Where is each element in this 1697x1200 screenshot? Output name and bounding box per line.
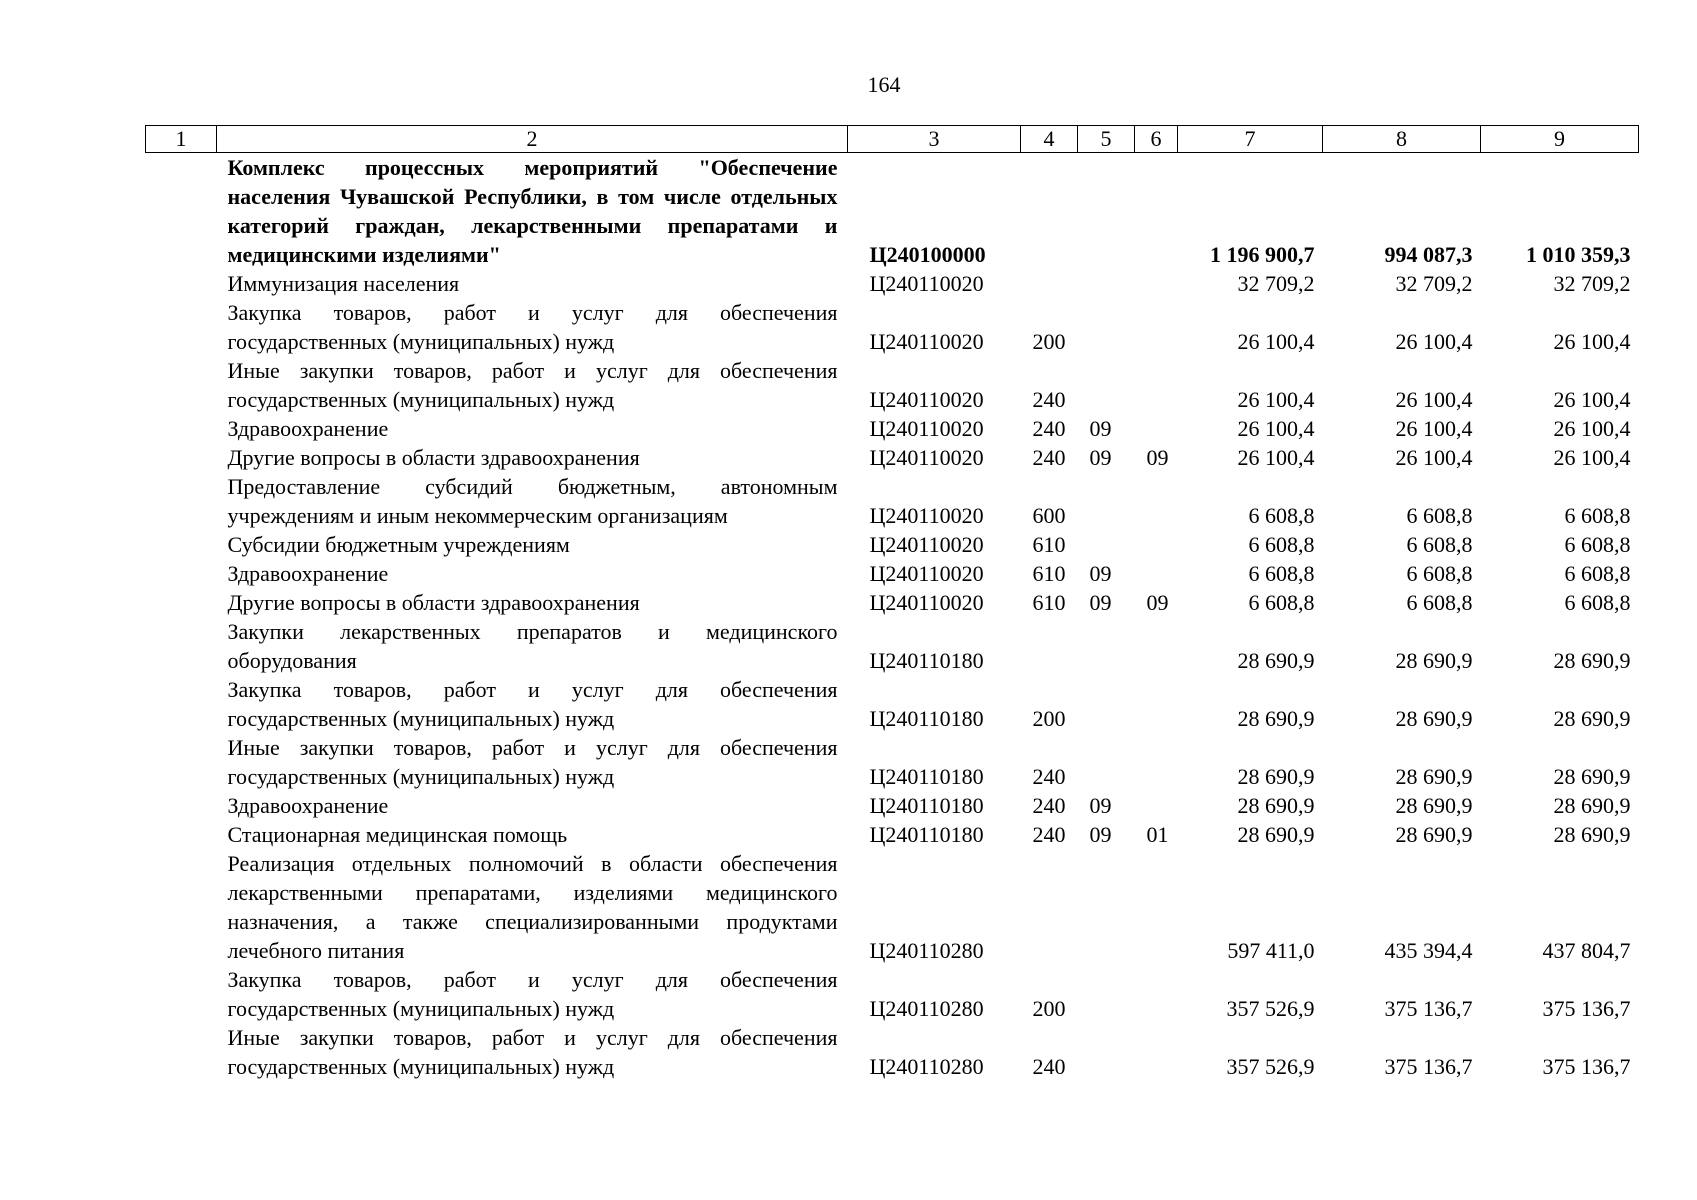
cell-name: Здравоохранение [227, 561, 389, 586]
cell-name: Иные закупки товаров, работ и услуг для обеспечения государственных (муниципальных) нужд [227, 358, 838, 412]
cell-amount-9: 28 690,9 [1553, 764, 1631, 789]
table-row [146, 617, 1639, 675]
cell-amount-7: 597 411,0 [1227, 938, 1315, 963]
cell-amount-9: 28 690,9 [1553, 793, 1631, 818]
cell-amount-8: 435 394,4 [1384, 938, 1473, 963]
cell-subsection [1135, 791, 1178, 820]
cell-subsection [1135, 269, 1178, 298]
cell-expense-type: 240 [1032, 1054, 1066, 1079]
cell-subsection [1135, 559, 1178, 588]
cell-amount-8: 6 608,8 [1406, 561, 1473, 586]
cell-amount-8: 26 100,4 [1395, 387, 1473, 412]
cell-col1 [146, 588, 217, 617]
cell-amount-8: 6 608,8 [1406, 532, 1473, 557]
cell-amount-8: 28 690,9 [1395, 822, 1473, 847]
page-number-text: 164 [867, 72, 901, 97]
cell-amount-9: 6 608,8 [1564, 590, 1631, 615]
cell-section: 09 [1089, 793, 1112, 818]
cell-name: Закупки лекарственных препаратов и медицинского оборудования [227, 619, 838, 673]
cell-amount-8: 28 690,9 [1395, 706, 1473, 731]
col-header-2: 2 [217, 126, 848, 153]
cell-amount-8: 375 136,7 [1384, 1054, 1473, 1079]
table-row [146, 675, 1639, 733]
col-header-5: 5 [1078, 126, 1135, 153]
col-header-6: 6 [1135, 126, 1178, 153]
cell-expense-type: 610 [1032, 532, 1066, 557]
cell-section: 09 [1089, 590, 1112, 615]
cell-expense-type [1021, 849, 1078, 965]
cell-expense-type: 240 [1032, 445, 1066, 470]
cell-subsection: 09 [1146, 445, 1169, 470]
cell-amount-7: 26 100,4 [1237, 329, 1315, 354]
cell-expense-type [1021, 617, 1078, 675]
cell-col1 [146, 1023, 217, 1081]
cell-target-code: Ц240110180 [869, 822, 984, 847]
cell-col1 [146, 414, 217, 443]
cell-target-code: Ц240110020 [869, 532, 984, 557]
cell-amount-8: 6 608,8 [1406, 590, 1473, 615]
cell-subsection: 01 [1146, 822, 1169, 847]
cell-name: Комплекс процессных мероприятий "Обеспечение населения Чувашской Республики, в том числе отдельных категорий граждан, лекарственными препаратами и медицинскими изделиями" [227, 155, 838, 267]
cell-amount-8: 28 690,9 [1395, 793, 1473, 818]
cell-subsection [1135, 965, 1178, 1023]
cell-amount-8: 6 608,8 [1406, 503, 1473, 528]
cell-section: 09 [1089, 822, 1112, 847]
cell-expense-type: 240 [1032, 416, 1066, 441]
cell-amount-9: 375 136,7 [1542, 996, 1631, 1021]
cell-name: Закупка товаров, работ и услуг для обеспечения государственных (муниципальных) нужд [227, 967, 838, 1021]
cell-amount-7: 26 100,4 [1237, 387, 1315, 412]
cell-amount-7: 6 608,8 [1248, 503, 1315, 528]
table-row [146, 965, 1639, 1023]
cell-amount-9: 1 010 359,3 [1526, 242, 1631, 267]
cell-amount-8: 26 100,4 [1395, 329, 1473, 354]
table-row [146, 791, 1639, 820]
table-body [146, 153, 1639, 1082]
cell-section [1078, 733, 1135, 791]
cell-target-code: Ц240110020 [869, 416, 984, 441]
cell-col1 [146, 153, 217, 270]
col-header-4: 4 [1021, 126, 1078, 153]
cell-expense-type: 240 [1032, 822, 1066, 847]
cell-expense-type: 240 [1032, 387, 1066, 412]
cell-section [1078, 153, 1135, 270]
cell-name: Стационарная медицинская помощь [227, 822, 568, 847]
cell-col1 [146, 617, 217, 675]
cell-section [1078, 356, 1135, 414]
cell-target-code: Ц240110180 [869, 793, 984, 818]
cell-amount-7: 28 690,9 [1237, 706, 1315, 731]
cell-section [1078, 617, 1135, 675]
cell-section: 09 [1089, 445, 1112, 470]
cell-name: Реализация отдельных полномочий в области обеспечения лекарственными препаратами, изделиями медицинского назначения, а также специализированными продуктами лечебного питания [227, 851, 838, 963]
cell-expense-type: 600 [1032, 503, 1066, 528]
cell-amount-9: 26 100,4 [1553, 445, 1631, 470]
cell-expense-type: 610 [1032, 590, 1066, 615]
table-row [146, 733, 1639, 791]
cell-col1 [146, 559, 217, 588]
table-row [146, 588, 1639, 617]
table-row [146, 414, 1639, 443]
col-header-9: 9 [1481, 126, 1639, 153]
cell-target-code: Ц240110020 [869, 561, 984, 586]
cell-section [1078, 269, 1135, 298]
cell-section: 09 [1089, 561, 1112, 586]
cell-section [1078, 1023, 1135, 1081]
table-row [146, 443, 1639, 472]
cell-subsection [1135, 356, 1178, 414]
cell-amount-7: 28 690,9 [1237, 764, 1315, 789]
cell-amount-9: 32 709,2 [1553, 271, 1631, 296]
cell-amount-9: 26 100,4 [1553, 387, 1631, 412]
cell-expense-type [1021, 269, 1078, 298]
cell-section [1078, 965, 1135, 1023]
cell-subsection [1135, 298, 1178, 356]
cell-amount-7: 357 526,9 [1226, 1054, 1315, 1079]
cell-subsection [1135, 1023, 1178, 1081]
table-row [146, 472, 1639, 530]
cell-name: Иные закупки товаров, работ и услуг для обеспечения государственных (муниципальных) нужд [227, 735, 838, 789]
cell-target-code: Ц240110280 [869, 1054, 984, 1079]
col-header-7: 7 [1178, 126, 1323, 153]
cell-target-code: Ц240110280 [869, 938, 984, 963]
cell-expense-type: 240 [1032, 764, 1066, 789]
cell-expense-type [1021, 153, 1078, 270]
cell-expense-type: 200 [1032, 996, 1066, 1021]
cell-subsection [1135, 733, 1178, 791]
budget-table [145, 125, 1639, 1081]
cell-amount-8: 994 087,3 [1384, 242, 1473, 267]
cell-name: Здравоохранение [227, 416, 389, 441]
cell-amount-7: 6 608,8 [1248, 532, 1315, 557]
cell-amount-8: 26 100,4 [1395, 445, 1473, 470]
cell-amount-7: 6 608,8 [1248, 561, 1315, 586]
table-row [146, 356, 1639, 414]
cell-target-code: Ц240110020 [869, 271, 984, 296]
cell-subsection [1135, 530, 1178, 559]
cell-section [1078, 675, 1135, 733]
cell-col1 [146, 849, 217, 965]
header-row [146, 126, 1639, 153]
col-header-3: 3 [848, 126, 1021, 153]
cell-target-code: Ц240110180 [869, 648, 984, 673]
cell-amount-8: 32 709,2 [1395, 271, 1473, 296]
cell-amount-9: 28 690,9 [1553, 706, 1631, 731]
cell-name: Иммунизация населения [227, 271, 460, 296]
table-row [146, 530, 1639, 559]
cell-subsection: 09 [1146, 590, 1169, 615]
cell-subsection [1135, 472, 1178, 530]
table-row [146, 1023, 1639, 1081]
cell-expense-type: 610 [1032, 561, 1066, 586]
cell-target-code: Ц240110280 [869, 996, 984, 1021]
table-row [146, 269, 1639, 298]
cell-name: Предоставление субсидий бюджетным, автономным учреждениям и иным некоммерческим организациям [227, 474, 838, 528]
cell-subsection [1135, 414, 1178, 443]
table-row [146, 559, 1639, 588]
cell-amount-9: 28 690,9 [1553, 648, 1631, 673]
cell-name: Закупка товаров, работ и услуг для обеспечения государственных (муниципальных) нужд [227, 677, 838, 731]
cell-amount-7: 1 196 900,7 [1210, 242, 1315, 267]
cell-name: Субсидии бюджетным учреждениям [227, 532, 570, 557]
cell-col1 [146, 733, 217, 791]
cell-amount-9: 28 690,9 [1553, 822, 1631, 847]
cell-col1 [146, 269, 217, 298]
cell-col1 [146, 530, 217, 559]
cell-amount-7: 6 608,8 [1248, 590, 1315, 615]
cell-amount-9: 437 804,7 [1542, 938, 1631, 963]
cell-name: Здравоохранение [227, 793, 389, 818]
cell-amount-9: 26 100,4 [1553, 416, 1631, 441]
cell-amount-9: 6 608,8 [1564, 561, 1631, 586]
cell-amount-7: 26 100,4 [1237, 416, 1315, 441]
cell-amount-8: 26 100,4 [1395, 416, 1473, 441]
cell-amount-7: 357 526,9 [1226, 996, 1315, 1021]
cell-section [1078, 298, 1135, 356]
cell-amount-7: 28 690,9 [1237, 648, 1315, 673]
cell-expense-type: 200 [1032, 706, 1066, 731]
cell-expense-type: 240 [1032, 793, 1066, 818]
cell-name: Другие вопросы в области здравоохранения [227, 445, 640, 470]
cell-section [1078, 530, 1135, 559]
cell-subsection [1135, 153, 1178, 270]
cell-amount-9: 6 608,8 [1564, 532, 1631, 557]
cell-col1 [146, 965, 217, 1023]
cell-target-code: Ц240100000 [869, 242, 986, 267]
cell-col1 [146, 675, 217, 733]
cell-subsection [1135, 675, 1178, 733]
cell-amount-9: 26 100,4 [1553, 329, 1631, 354]
col-header-1: 1 [146, 126, 217, 153]
table-row [146, 298, 1639, 356]
cell-amount-8: 28 690,9 [1395, 648, 1473, 673]
cell-target-code: Ц240110020 [869, 387, 984, 412]
cell-target-code: Ц240110020 [869, 590, 984, 615]
cell-section: 09 [1089, 416, 1112, 441]
col-header-8: 8 [1323, 126, 1481, 153]
cell-col1 [146, 472, 217, 530]
cell-col1 [146, 356, 217, 414]
cell-target-code: Ц240110020 [869, 329, 984, 354]
table-row [146, 820, 1639, 849]
cell-amount-7: 28 690,9 [1237, 822, 1315, 847]
table-row [146, 849, 1639, 965]
cell-subsection [1135, 617, 1178, 675]
cell-target-code: Ц240110180 [869, 706, 984, 731]
cell-amount-7: 26 100,4 [1237, 445, 1315, 470]
table-row [146, 153, 1639, 270]
cell-name: Иные закупки товаров, работ и услуг для обеспечения государственных (муниципальных) нужд [227, 1025, 838, 1079]
cell-amount-7: 32 709,2 [1237, 271, 1315, 296]
cell-target-code: Ц240110180 [869, 764, 984, 789]
cell-target-code: Ц240110020 [869, 503, 984, 528]
cell-col1 [146, 298, 217, 356]
cell-col1 [146, 820, 217, 849]
cell-expense-type: 200 [1032, 329, 1066, 354]
cell-col1 [146, 791, 217, 820]
cell-amount-7: 28 690,9 [1237, 793, 1315, 818]
cell-section [1078, 849, 1135, 965]
cell-name: Другие вопросы в области здравоохранения [227, 590, 640, 615]
cell-name: Закупка товаров, работ и услуг для обеспечения государственных (муниципальных) нужд [227, 300, 838, 354]
cell-amount-9: 375 136,7 [1542, 1054, 1631, 1079]
cell-amount-9: 6 608,8 [1564, 503, 1631, 528]
cell-amount-8: 28 690,9 [1395, 764, 1473, 789]
cell-subsection [1135, 849, 1178, 965]
cell-section [1078, 472, 1135, 530]
cell-amount-8: 375 136,7 [1384, 996, 1473, 1021]
cell-col1 [146, 443, 217, 472]
cell-target-code: Ц240110020 [869, 445, 984, 470]
